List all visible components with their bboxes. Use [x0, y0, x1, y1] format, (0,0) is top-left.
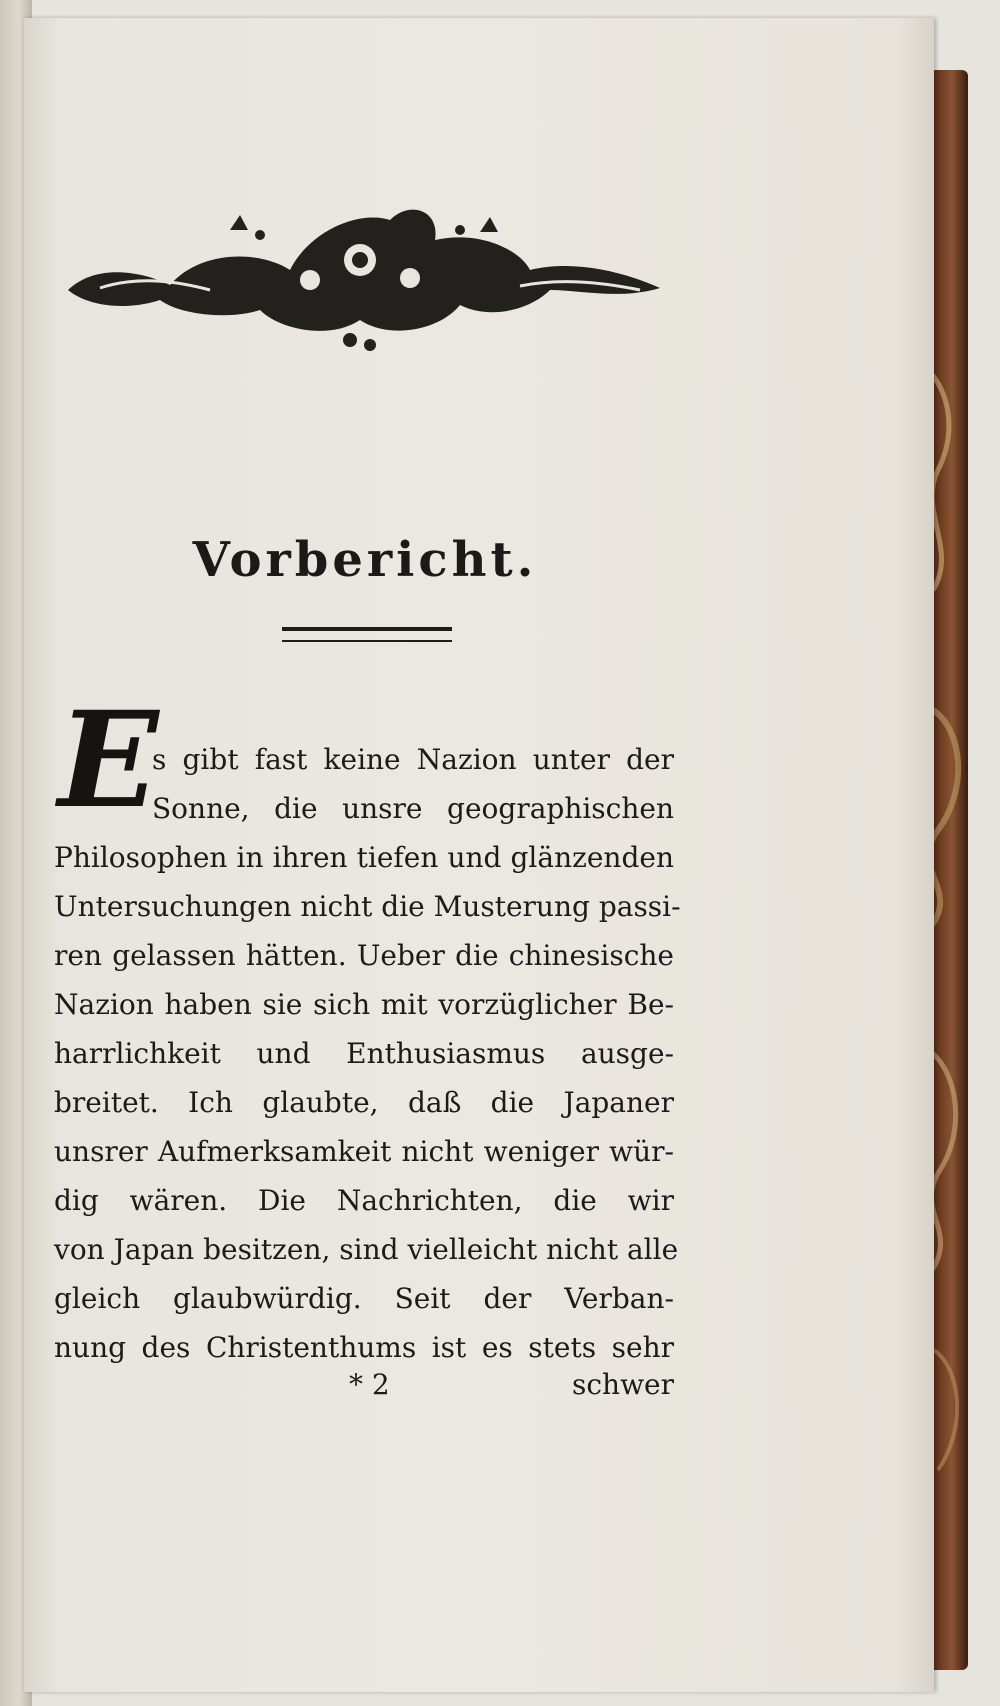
text-line: unsrer Aufmerksamkeit nicht weniger wür-	[54, 1135, 674, 1168]
book-binding	[928, 70, 968, 1670]
page-title: Vorbericht.	[192, 532, 538, 588]
text-line: breitet. Ich glaubte, daß die Japaner	[54, 1086, 674, 1119]
text-line: Sonne, die unsre geographischen	[152, 792, 674, 825]
text-line: s gibt fast keine Nazion unter der	[152, 743, 674, 776]
signature-mark: * 2	[349, 1368, 390, 1401]
text-line: Philosophen in ihren tiefen und glänzenden	[54, 841, 674, 874]
marbled-pattern	[928, 70, 968, 1670]
text-line: nung des Christenthums ist es stets sehr	[54, 1331, 674, 1364]
page-footer	[54, 1368, 674, 1408]
drop-cap: E	[58, 683, 159, 838]
text-line: Untersuchungen nicht die Musterung passi-	[54, 890, 681, 923]
catchword: schwer	[571, 1368, 674, 1401]
title-rule	[282, 627, 452, 642]
text-line: gleich glaubwürdig. Seit der Verban-	[54, 1282, 674, 1315]
decorative-headpiece-ornament	[60, 190, 670, 360]
text-line: Nazion haben sie sich mit vorzüglicher Be-	[54, 988, 674, 1021]
text-line: ren gelassen hätten. Ueber die chinesische	[54, 939, 674, 972]
text-line: dig wären. Die Nachrichten, die wir	[54, 1184, 674, 1217]
text-line: harrlichkeit und Enthusiasmus ausge-	[54, 1037, 674, 1070]
text-line: von Japan besitzen, sind vielleicht nicht alle	[54, 1233, 679, 1266]
